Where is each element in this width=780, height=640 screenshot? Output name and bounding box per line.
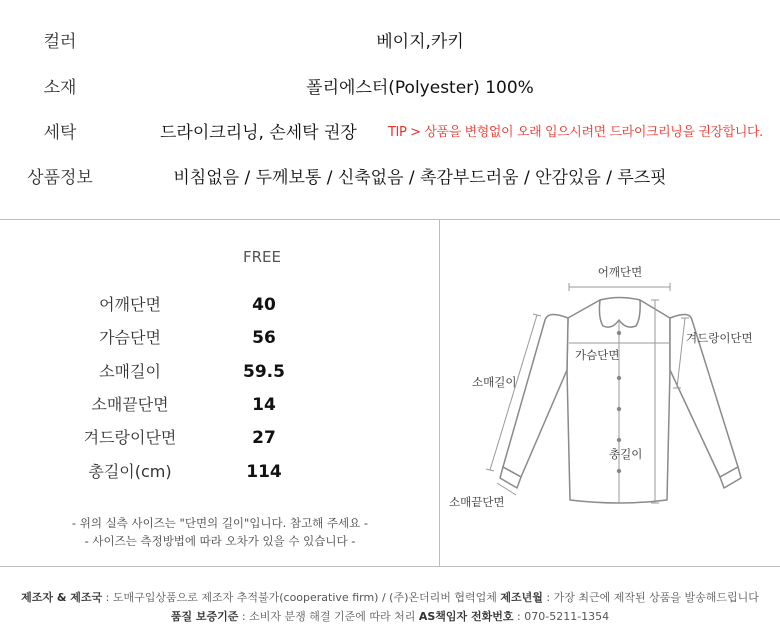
shirt-diagram [440,220,780,566]
product-info-section [0,0,780,218]
label-armpit: 겨드랑이단면 [686,331,753,345]
size-value: 56 [252,328,276,348]
info-label: 세탁 [43,123,77,143]
size-row [0,290,438,320]
info-value: 베이지,카키 [376,32,464,52]
info-value: 드라이크리닝, 손세탁 권장 [160,123,357,143]
footer-key: 품질 보증기준 [170,610,239,623]
size-label: 소매길이 [99,362,161,381]
footer-text: : 가장 최근에 제작된 상품을 발송해드립니다 [542,591,759,604]
size-label: 가슴단면 [99,328,161,347]
footer-key: 제조자 & 제조국 [21,591,103,604]
info-row-details [0,163,780,193]
size-label: 어깨단면 [99,295,161,314]
footer-key: AS책임자 전화번호 [418,610,514,623]
footer-line-2 [0,608,780,624]
size-value: 114 [246,462,282,482]
footer-text: : 도매구입상품으로 제조자 추적불가(cooperative firm) / (주)온더리버 협력업체 [102,591,501,604]
info-value: 비침없음 / 두께보통 / 신축없음 / 촉감부드러움 / 안감있음 / 루즈핏 [173,168,667,188]
footer-text: : 070-5211-1354 [513,610,610,623]
label-sleeve: 소매길이 [472,375,517,389]
size-label: 겨드랑이단면 [83,428,177,447]
size-header-free: FREE [242,248,281,266]
footer-line-1 [0,589,780,605]
size-value: 59.5 [243,362,285,382]
label-total: 총길이 [609,447,643,461]
info-row-washing [0,118,780,148]
size-value: 14 [252,395,276,415]
info-row-material [0,73,780,103]
footer-text: : 소비자 분쟁 해결 기준에 따라 처리 [238,610,419,623]
info-row-color [0,27,780,57]
size-note: - 위의 실측 사이즈는 "단면의 길이"입니다. 참고해 주세요 - [71,516,369,530]
info-label: 소재 [43,78,77,98]
washing-tip: TIP > 상품을 변형없이 오래 입으시려면 드라이크리닝을 권장합니다. [388,125,763,140]
size-label: 소매끝단면 [91,395,169,414]
size-value: 27 [252,428,276,448]
size-note: - 사이즈는 측정방법에 따라 오차가 있을 수 있습니다 - [84,534,356,548]
size-row [0,390,438,420]
size-row [0,323,438,353]
label-shoulder: 어깨단면 [597,265,643,279]
label-chest: 가슴단면 [575,348,620,362]
size-row [0,457,438,487]
size-value: 40 [252,295,276,315]
size-row [0,423,438,453]
info-label: 상품정보 [27,168,93,188]
info-value: 폴리에스터(Polyester) 100% [306,78,534,98]
info-label: 컬러 [43,32,77,52]
label-cuff: 소매끝단면 [449,495,505,509]
size-row [0,357,438,387]
size-label: 총길이(cm) [88,462,172,481]
divider [0,566,780,567]
footer-key: 제조년월 [500,591,543,604]
